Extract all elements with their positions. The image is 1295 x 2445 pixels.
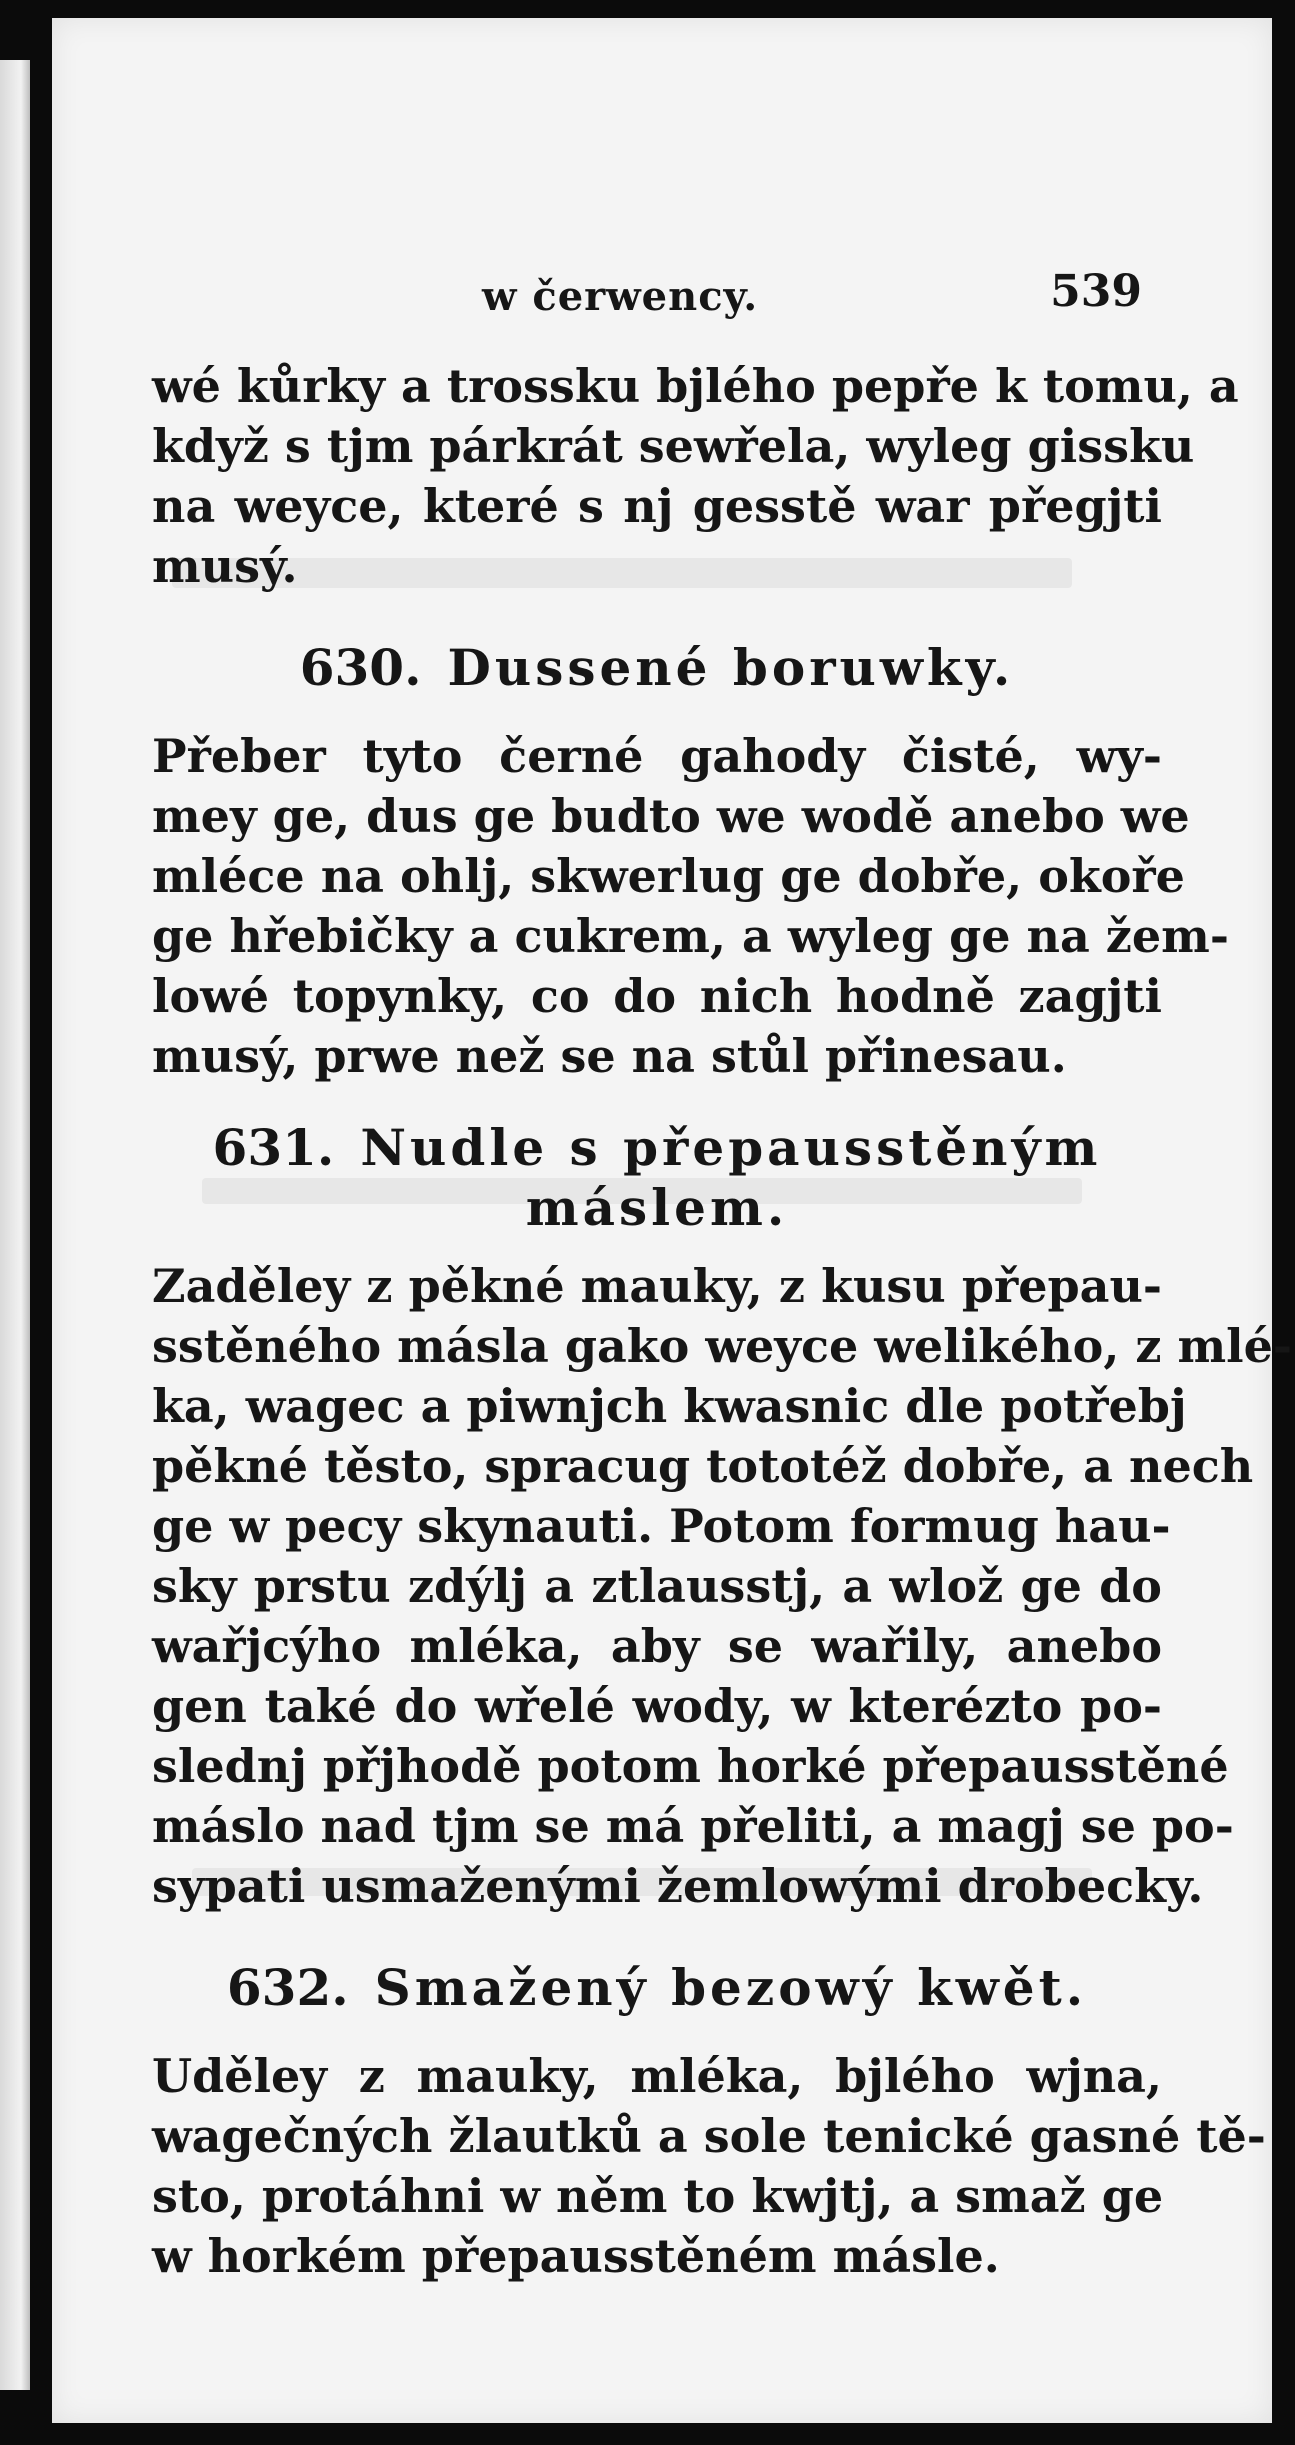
recipe-line: slednj přjhodě potom horké přepausstěné	[152, 1739, 1229, 1793]
recipe-title: Smažený bezowý kwět.	[374, 1958, 1088, 2017]
recipe-line: wařjcýho mléka, aby se wařily, anebo	[152, 1619, 1162, 1673]
intro-line: wé kůrky a trossku bjlého pepře k tomu, a	[152, 359, 1239, 413]
intro-line: na weyce, které s nj gesstě war přegjti	[152, 479, 1162, 533]
recipe-line: Zaděley z pěkné mauky, z kusu přepau-	[152, 1259, 1162, 1313]
recipe-line: w horkém přepausstěném másle.	[152, 2229, 1000, 2283]
recipe-heading	[152, 638, 1162, 698]
recipe-title: Dussené boruwky.	[447, 638, 1015, 697]
recipe-number: 631.	[212, 1118, 335, 1177]
recipe-line: ge hřebičky a cukrem, a wyleg ge na žem-	[152, 909, 1229, 963]
recipe-line: lowé topynky, co do nich hodně zagjti	[152, 969, 1162, 1023]
recipe-line: gen také do wřelé wody, w kterézto po-	[152, 1679, 1162, 1733]
recipe-line: sstěného másla gako weyce welikého, z mlé-	[152, 1319, 1293, 1373]
intro-line: když s tjm párkrát sewřela, wyleg gissku	[152, 419, 1195, 473]
recipe-line: Uděley z mauky, mléka, bjlého wjna,	[152, 2049, 1162, 2103]
page-number: 539	[1050, 266, 1142, 317]
recipe-title: Nudle s přepausstěným	[360, 1118, 1102, 1177]
recipe-line: mey ge, dus ge budto we wodě anebo we	[152, 789, 1190, 843]
recipe-line: pěkné těsto, spracug tototéž dobře, a nech	[152, 1439, 1254, 1493]
recipe-heading	[152, 1958, 1162, 2018]
recipe-line: ge w pecy skynauti. Potom formug hau-	[152, 1499, 1171, 1553]
intro-line: musý.	[152, 539, 298, 593]
recipe-line: sypati usmaženými žemlowými drobecky.	[152, 1859, 1204, 1913]
recipe-line: máslo nad tjm se má přeliti, a magj se po-	[152, 1799, 1234, 1853]
recipe-line: musý, prwe než se na stůl přinesau.	[152, 1029, 1067, 1083]
facing-page-edge	[0, 60, 30, 2390]
recipe-line: sto, protáhni w něm to kwjtj, a smaž ge	[152, 2169, 1164, 2223]
page	[52, 18, 1293, 2423]
recipe-number: 630.	[299, 638, 422, 697]
running-head: w čerwency.	[482, 273, 759, 320]
recipe-heading	[152, 1118, 1162, 1178]
recipe-number: 632.	[226, 1958, 349, 2017]
page-text	[52, 18, 1293, 2423]
recipe-line: mléce na ohlj, skwerlug ge dobře, okoře	[152, 849, 1185, 903]
recipe-line: wagečných žlautků a sole tenické gasné tě-	[152, 2109, 1266, 2163]
recipe-title-line2: máslem.	[525, 1178, 789, 1237]
recipe-line: Přeber tyto černé gahody čisté, wy-	[152, 729, 1162, 783]
recipe-line: ka, wagec a piwnjch kwasnic dle potřebj	[152, 1379, 1187, 1433]
recipe-line: sky prstu zdýlj a ztlausstj, a wlož ge do	[152, 1559, 1162, 1613]
